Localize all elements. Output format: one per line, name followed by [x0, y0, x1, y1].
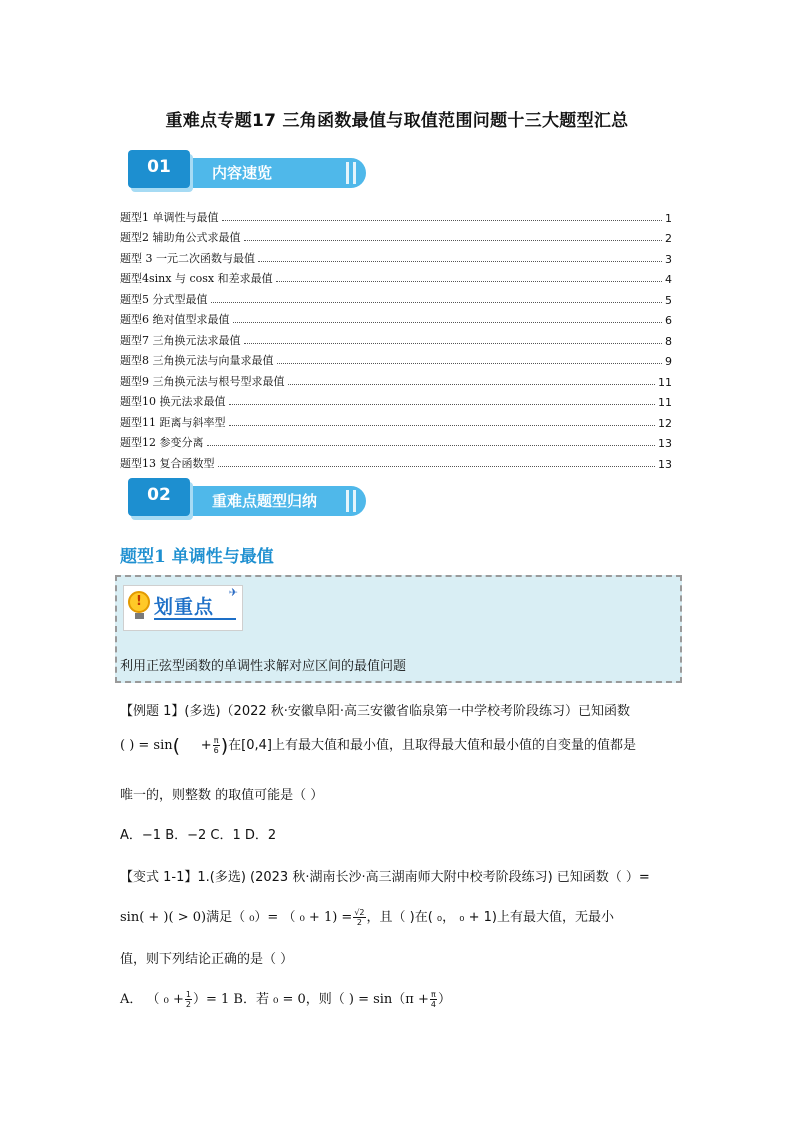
- toc-item[interactable]: 题型4sinx 与 cosx 和差求最值 4: [120, 272, 672, 286]
- fraction: $\frac{\pi}{4}$: [430, 990, 436, 1009]
- banner-label: 内容速览: [212, 164, 273, 182]
- variant-1-line-2: sin( + )( > 0)满足（ ₀）= （ ₀ + 1) = $\frac{√2}{2}$ ，且（ )在( ₀， ₀ + 1)上有最大值，无最小: [120, 908, 614, 927]
- example-1-line-2: ( ) = sin( + $\frac{\pi}{6}$ )在[0,4]上有最大值和最小值，且取得最大值和最小值的自变量的值都是: [120, 735, 636, 757]
- key-point-badge-text: 划重点: [154, 596, 215, 618]
- key-point-text: 利用正弦型函数的单调性求解对应区间的最值问题: [120, 659, 407, 674]
- fraction: $\frac{\pi}{6}$: [213, 736, 219, 755]
- banner-number: 02: [128, 478, 190, 516]
- toc-item[interactable]: 题型 3 一元二次函数与最值 3: [120, 251, 672, 266]
- key-point-box: [115, 575, 682, 683]
- toc-item[interactable]: 题型11 距离与斜率型 12: [120, 415, 672, 430]
- toc-item[interactable]: 题型8 三角换元法与向量求最值 9: [120, 354, 672, 368]
- section-banner-overview: [128, 150, 368, 194]
- paper-plane-icon: ✈: [228, 586, 238, 599]
- banner-number: 01: [128, 150, 190, 188]
- toc-item[interactable]: 题型7 三角换元法求最值 8: [120, 333, 672, 348]
- banner-label: 重难点题型归纳: [212, 492, 318, 510]
- table-of-contents: [120, 204, 672, 471]
- toc-item[interactable]: 题型9 三角换元法与根号型求最值 11: [120, 374, 672, 389]
- key-point-badge: [123, 585, 243, 631]
- lightbulb-base-icon: [135, 613, 144, 619]
- section-heading: 题型1 单调性与最值: [120, 547, 274, 567]
- toc-item[interactable]: 题型10 换元法求最值 11: [120, 395, 672, 409]
- toc-item[interactable]: 题型13 复合函数型 13: [120, 456, 672, 471]
- example-1-line-3: 唯一的，则整数 的取值可能是（ ）: [120, 788, 324, 803]
- toc-item[interactable]: 题型5 分式型最值 5: [120, 292, 672, 307]
- variant-1-line-4: A． （ ₀ + $\frac{1}{2}$ ）= 1 B．若 ₀ = 0，则（ ) = sin（π + $\frac{\pi}{4}$ ）: [120, 990, 451, 1009]
- toc-item[interactable]: 题型12 参变分离 13: [120, 436, 672, 450]
- fraction: $\frac{1}{2}$: [185, 990, 191, 1009]
- toc-item[interactable]: 题型2 辅助角公式求最值 2: [120, 231, 672, 245]
- fraction: $\frac{√2}{2}$: [354, 908, 365, 927]
- page-title: 重难点专题17 三角函数最值与取值范围问题十三大题型汇总: [165, 111, 629, 131]
- badge-underline: [154, 618, 236, 620]
- variant-1-line-1: 【变式 1-1】1.(多选) (2023 秋·湖南长沙·高三湖南师大附中校考阶段练习) 已知函数（ ）=: [120, 870, 650, 885]
- toc-item[interactable]: 题型1 单调性与最值 1: [120, 210, 672, 225]
- toc-item[interactable]: 题型6 绝对值型求最值 6: [120, 313, 672, 327]
- example-1-line-1: 【例题 1】(多选)（2022 秋·安徽阜阳·高三安徽省临泉第一中学校考阶段练习）已知函数: [120, 704, 631, 719]
- example-1-options: A．−1 B．−2 C．1 D．2: [120, 828, 277, 843]
- section-banner-types: [128, 478, 368, 522]
- variant-1-line-3: 值，则下列结论正确的是（ ）: [120, 952, 294, 967]
- lightbulb-icon: !: [128, 591, 150, 613]
